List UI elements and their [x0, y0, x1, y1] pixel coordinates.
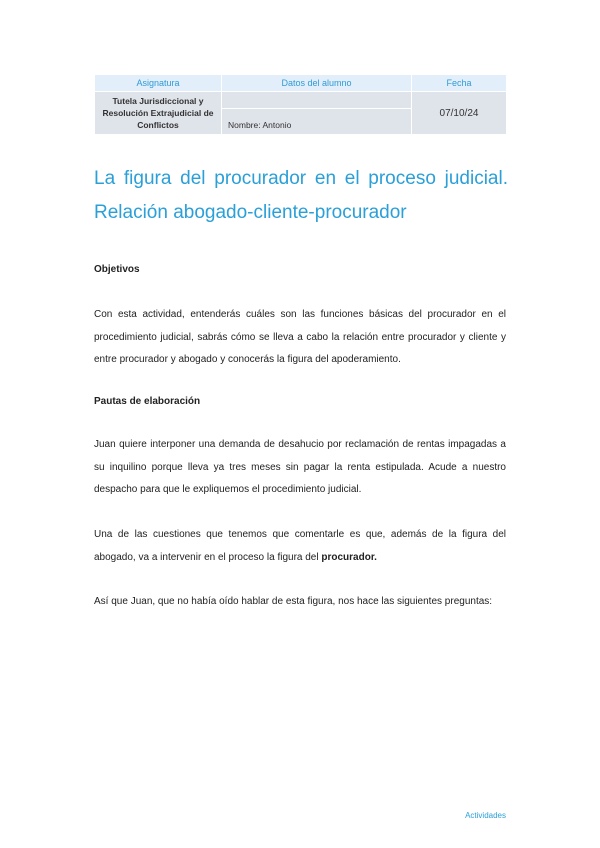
datos-blank-cell: [222, 92, 412, 109]
pautas-paragraph-2: [94, 524, 506, 569]
header-col-asignatura: Asignatura: [95, 75, 222, 92]
fecha-value: 07/10/24: [412, 92, 507, 135]
nombre-value: Nombre: Antonio: [222, 109, 412, 135]
document-title: [94, 162, 508, 230]
asignatura-value: Tutela Jurisdiccional y Resolución Extrajudicial de Conflictos: [95, 92, 222, 135]
objetivos-text: Con esta actividad, entenderás cuáles son las funciones básicas del procurador en el procedimiento judicial, sabrás cómo se lleva a cabo la relación entre procurador y cliente y entre procurador y abogado y conocerás la figura del apoderamiento.: [94, 309, 506, 365]
title-line-2: Relación abogado-cliente-procurador: [94, 202, 407, 223]
header-col-fecha: Fecha: [412, 75, 507, 92]
header-table: [94, 74, 507, 135]
header-col-datos-alumno: Datos del alumno: [222, 75, 412, 92]
page-footer: Actividades: [465, 811, 506, 820]
pautas-paragraph-2-text: Una de las cuestiones que tenemos que comentarle es que, además de la figura del abogado, va a intervenir en el proceso la figura del: [94, 529, 506, 563]
pautas-paragraph-1: Juan quiere interponer una demanda de desahucio por reclamación de rentas impagadas a su inquilino porque lleva ya tres meses sin pagar la renta estipulada. Acude a nuestro despacho para que le expliquemos el procedimiento judicial.: [94, 439, 506, 495]
pautas-paragraph-3: Así que Juan, que no había oído hablar de esta figura, nos hace las siguientes preguntas:: [94, 596, 493, 607]
objetivos-heading: Objetivos: [94, 264, 140, 275]
title-line-1: La figura del procurador en el proceso judicial.: [94, 168, 508, 189]
pautas-heading: Pautas de elaboración: [94, 396, 201, 407]
procurador-bold-text: procurador.: [321, 551, 377, 563]
